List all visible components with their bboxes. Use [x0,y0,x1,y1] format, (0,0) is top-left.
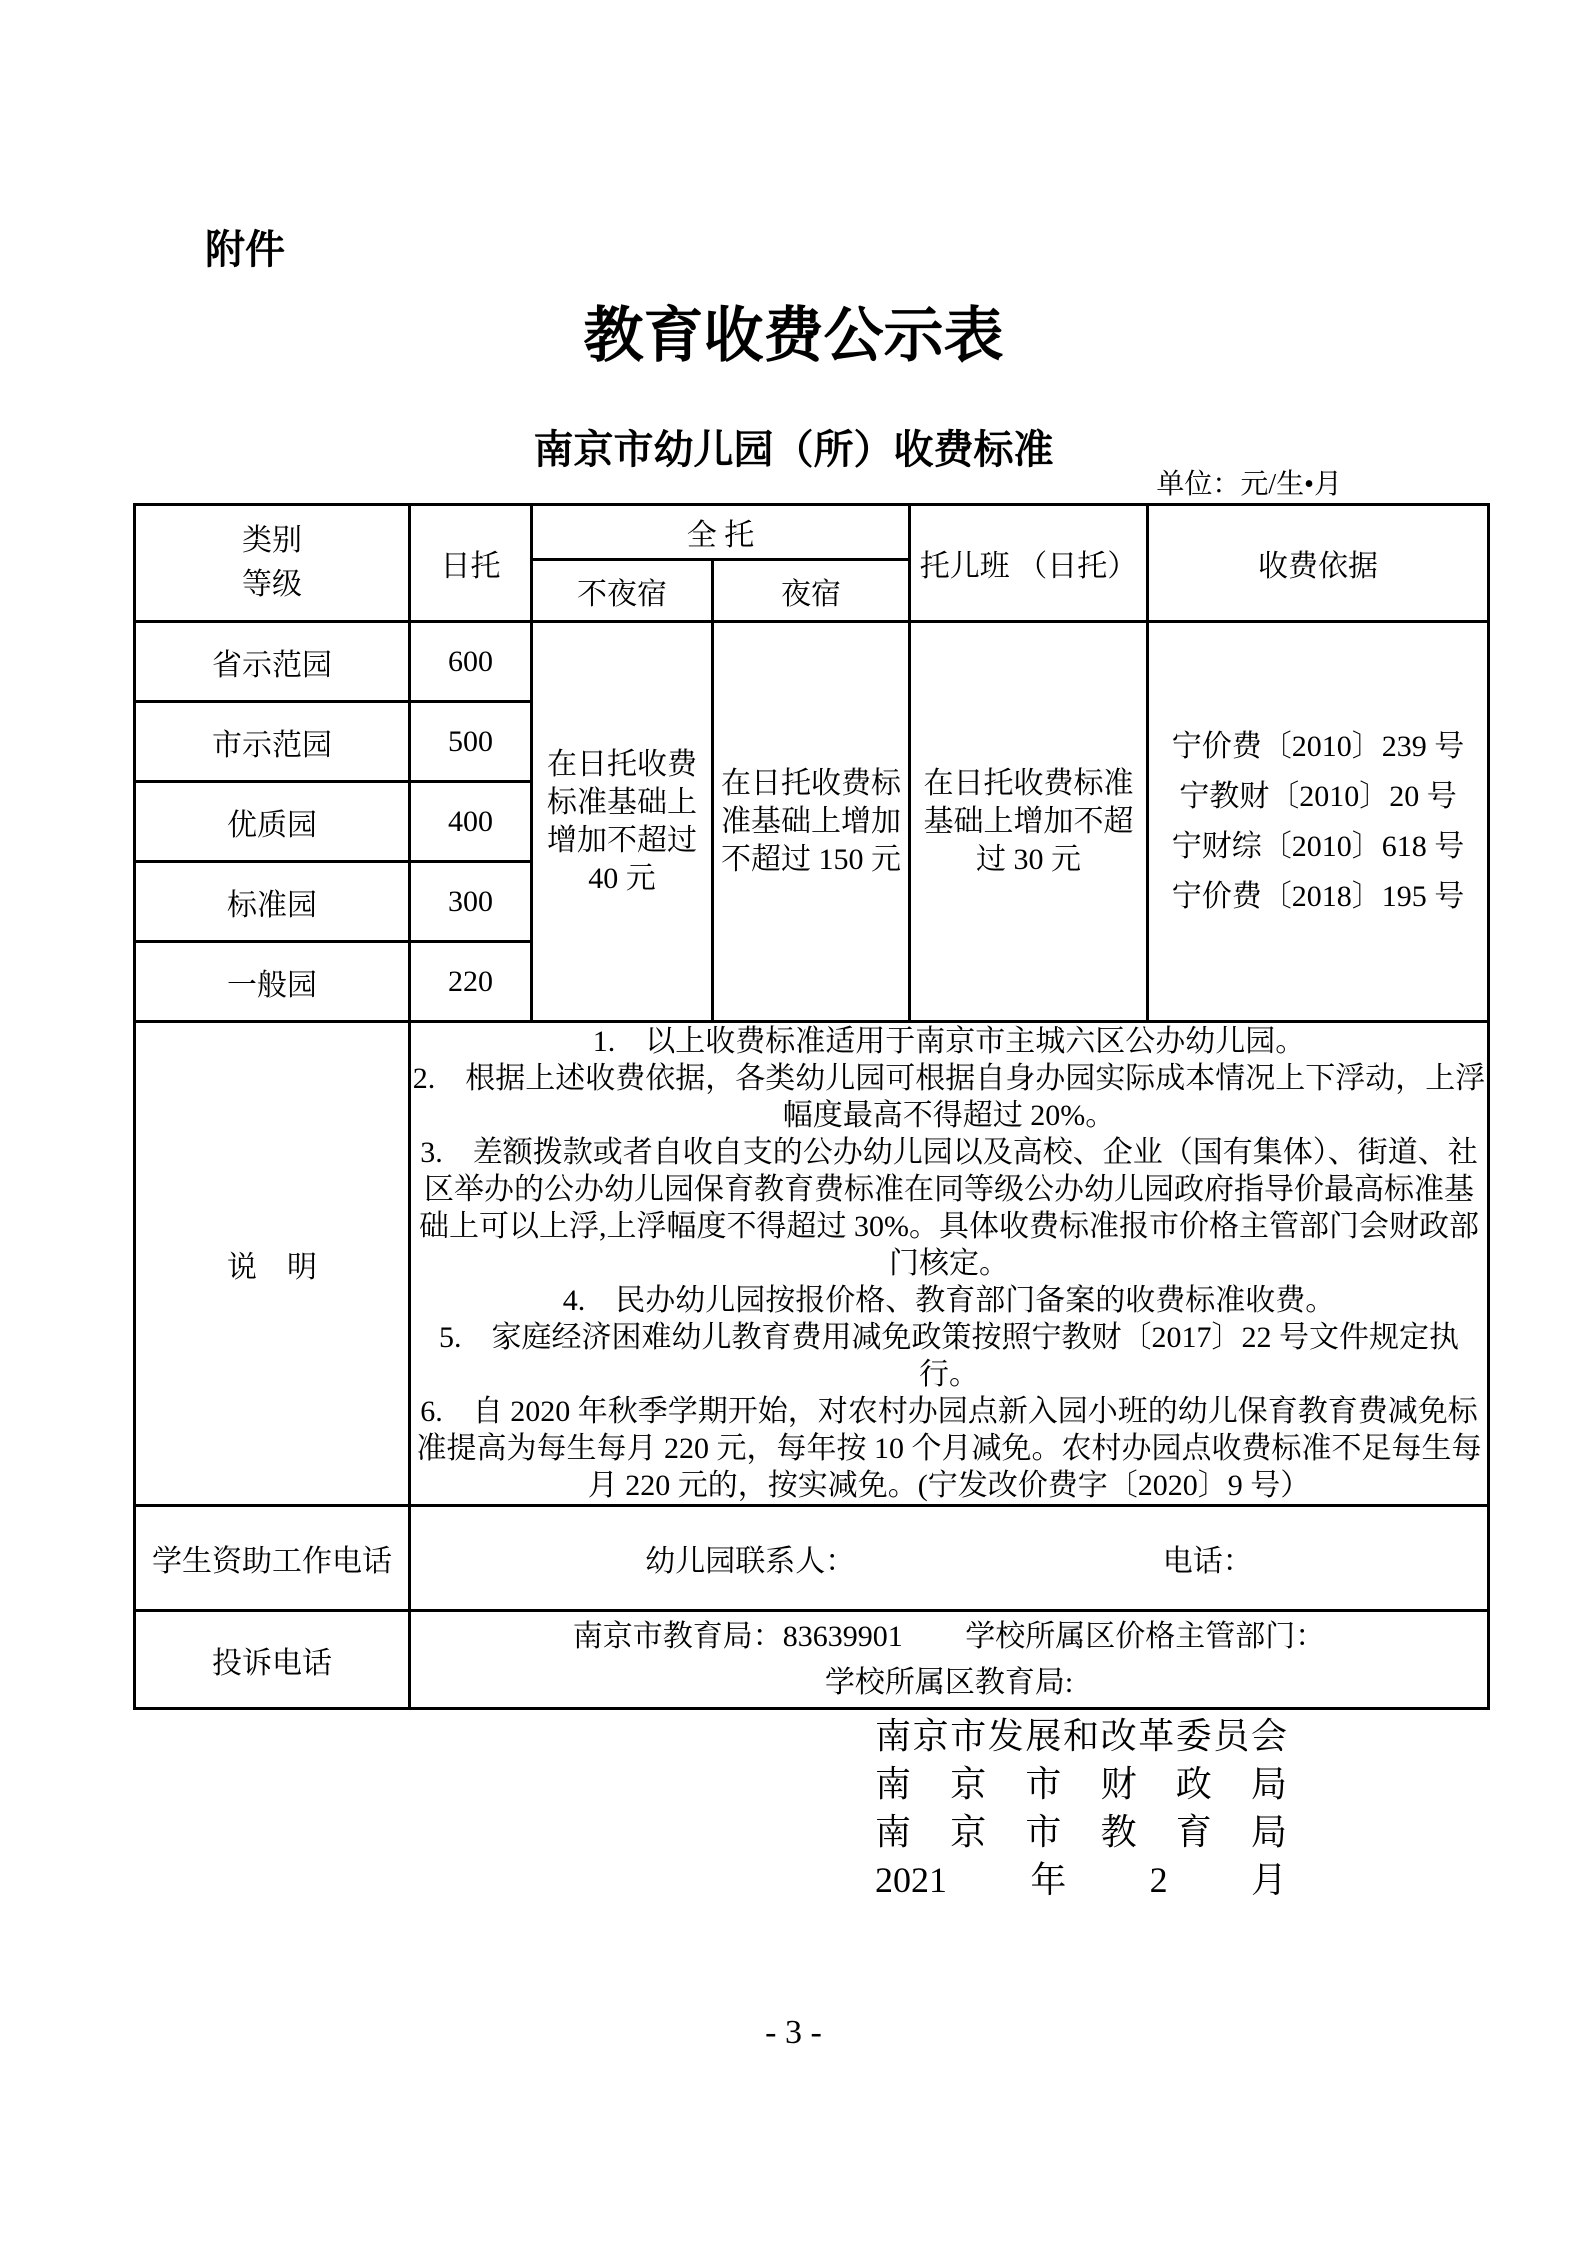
complaint-phone-content [410,1611,1489,1709]
complaint-line-1 [411,1614,1487,1660]
header-nursery: 托儿班 （日托） [910,505,1148,622]
subtitle: 南京市幼儿园（所）收费标准 [533,428,1054,472]
signature-line-ndrc: 南京市发展和改革委员会 [875,1716,1287,1756]
nursery-note-cell: 在日托收费标准基础上增加不超过 30 元 [910,622,1148,1022]
unit-note: 单位：元/生•月 [1156,469,1342,500]
header-full-care: 全 托 [532,505,910,560]
signature-line-date: 2021年2月 [875,1860,1287,1900]
fee-basis-line: 宁价费〔2010〕239 号 [1171,729,1465,763]
signature-block [875,1712,1287,1904]
fee-basis-line: 宁价费〔2018〕195 号 [1171,879,1465,913]
page-title: 教育收费公示表 [583,303,1004,369]
category-cell: 一般园 [135,942,410,1022]
day-care-cell: 400 [410,782,532,862]
fee-basis-line: 宁教财〔2010〕20 号 [1179,779,1457,813]
note-item: 2. 根据上述收费依据，各类幼儿园可根据自身办园实际成本情况上下浮动，上浮幅度最高不得超过 20%。 [412,1062,1486,1132]
category-cell: 市示范园 [135,702,410,782]
signature-line-finance-bureau: 南京市财政局 [875,1764,1287,1804]
header-fee-basis: 收费依据 [1148,505,1489,622]
header-day-care: 日托 [410,505,532,622]
note-item: 4. 民办幼儿园按报价格、教育部门备案的收费标准收费。 [562,1284,1336,1317]
day-care-cell: 500 [410,702,532,782]
category-cell: 优质园 [135,782,410,862]
header-category [135,505,410,622]
header-category-line2: 等级 [242,568,302,601]
fee-basis-line: 宁财综〔2010〕618 号 [1171,829,1465,863]
complaint-phone-row [135,1611,1489,1709]
note-item: 6. 自 2020 年秋季学期开始，对农村办园点新入园小班的幼儿保育教育费减免标准提高为每生每月 220 元，每年按 10 个月减免。农村办园点收费标准不足每生每月 220 元的，按实减免。(宁发改价费字〔2020〕9 号） [416,1395,1482,1502]
fee-basis-cell [1148,622,1489,1022]
day-care-cell: 300 [410,862,532,942]
aid-phone-row [135,1506,1489,1611]
day-care-cell: 220 [410,942,532,1022]
overnight-note-cell: 在日托收费标准基础上增加不超过 150 元 [713,622,910,1022]
table-row [135,622,1489,702]
header-overnight: 夜宿 [713,560,910,622]
aid-phone-label: 学生资助工作电话 [135,1506,410,1611]
fee-table [133,503,1490,1710]
header-category-line1: 类别 [242,524,302,557]
no-overnight-note-cell: 在日托收费标准基础上增加不超过 40 元 [532,622,713,1022]
note-item: 5. 家庭经济困难幼儿教育费用减免政策按照宁教财〔2017〕22 号文件规定执行。 [439,1321,1459,1391]
note-item: 3. 差额拨款或者自收自支的公办幼儿园以及高校、企业（国有集体）、街道、社区举办的公办幼儿园保育教育费标准在同等级公办幼儿园政府指导价最高标准基础上可以上浮,上浮幅度不得超过 30%。具体收费标准报市价格主管部门会财政部门核定。 [419,1136,1479,1280]
attachment-label: 附件 [205,228,285,272]
header-no-overnight: 不夜宿 [532,560,713,622]
page-number: - 3 - [765,2014,822,2051]
notes-label: 说 明 [135,1022,410,1506]
notes-content [410,1022,1489,1506]
phone-label: 电话： [1162,1545,1253,1578]
category-cell: 省示范园 [135,622,410,702]
kindergarten-contact-label: 幼儿园联系人： [645,1545,856,1578]
complaint-line-2: 学校所属区教育局: [824,1665,1074,1699]
education-bureau-phone: 南京市教育局：83639901 [572,1619,903,1653]
complaint-phone-label: 投诉电话 [135,1611,410,1709]
notes-row [135,1022,1489,1506]
signature-line-education-bureau: 南京市教育局 [875,1812,1287,1852]
category-cell: 标准园 [135,862,410,942]
aid-phone-content [410,1506,1489,1611]
note-item: 1. 以上收费标准适用于南京市主城六区公办幼儿园。 [592,1025,1306,1058]
day-care-cell: 600 [410,622,532,702]
district-price-dept-label: 学校所属区价格主管部门： [965,1619,1326,1653]
